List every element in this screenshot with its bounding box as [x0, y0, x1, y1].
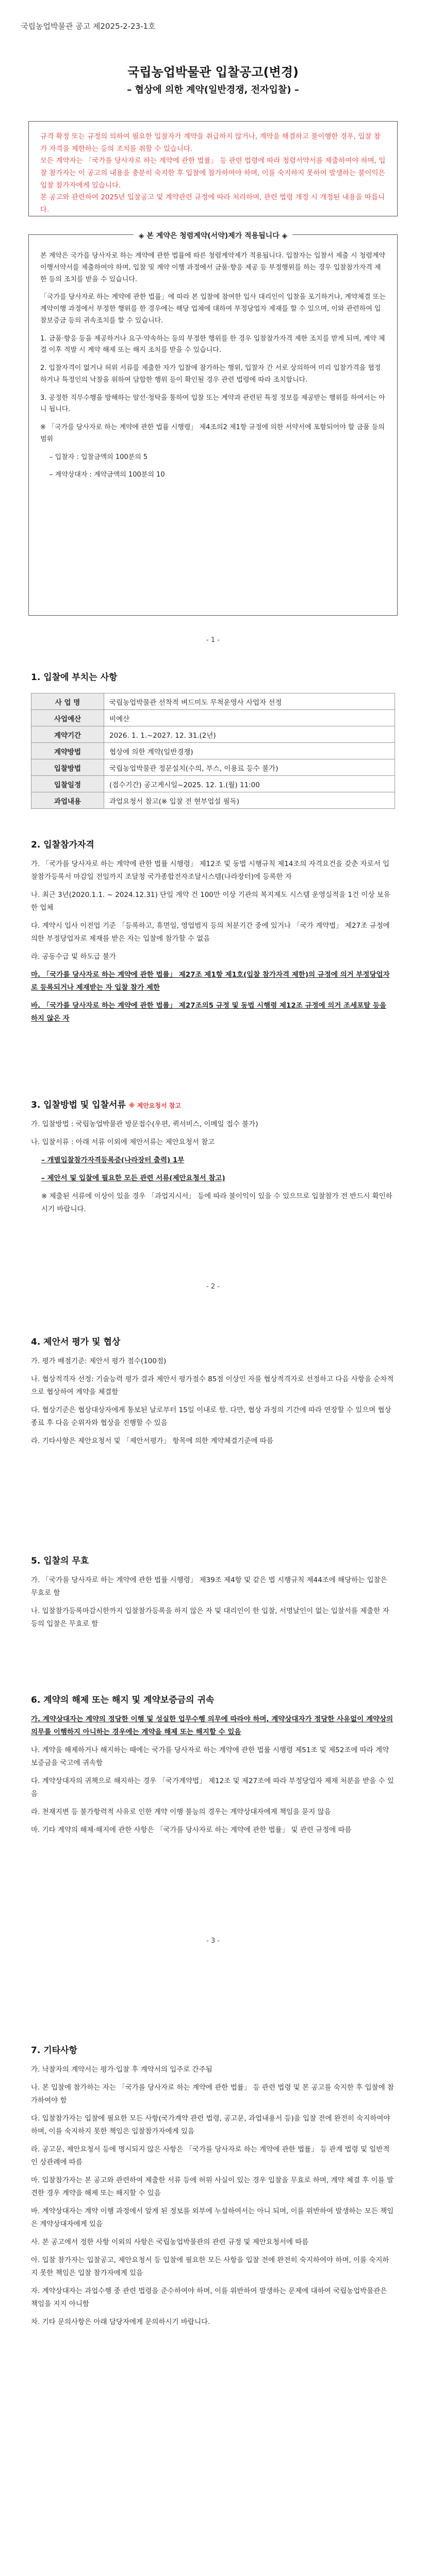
list-item: 사. 본 공고에서 정한 사항 이외의 사항은 국립농업박물관의 관련 규정 및 제안요청서에 따름 — [31, 2238, 309, 2246]
section-body — [31, 858, 395, 1030]
table-value: 2026. 1. 1.~2027. 12. 31.(2년) — [104, 726, 395, 743]
table-label: 입찰일정 — [31, 776, 104, 792]
table-label: 계약기간 — [31, 726, 104, 743]
list-item: 나. 최근 3년(2020.1.1. ~ 2024.12.31) 단일 계약 건 100만 이상 기관의 복지제도 시스템 운영실적을 1건 이상 보유한 업체 — [31, 890, 390, 912]
list-item: 마. 입찰참가자는 본 공고와 관련하여 제출한 서류 등에 허위 사실이 있는 경우 입찰을 무효로 하며, 계약 체결 후 이를 발견한 경우 계약을 해제 또는 해지할 수 있음 — [31, 2176, 394, 2197]
integrity-para: 「국가를 당사자로 하는 계약에 관한 법률」에 따라 본 입찰에 참여한 입사 대리인이 입찰을 포기하거나, 계약체결 또는 계약이행 과정에서 부정한 행위를 한 경우에는 해당 업체에 대하여 부정당업자 제재를 할 수 있으며, 이와 관련하여 입찰보증금 등의 귀속조치를 할 수 있습니다. — [40, 293, 386, 325]
integrity-para: – 입찰자 : 입찰금액의 100분의 5 — [50, 453, 148, 461]
integrity-box — [28, 234, 398, 616]
table-label: 사 업 명 — [31, 693, 104, 710]
integrity-box-title: ◈ 본 계약은 청렴계약(서약)제가 적용됩니다 ◈ — [134, 232, 293, 240]
section-heading: 7. 기타사항 — [31, 2045, 77, 2056]
red-notice-line: 모든 계약자는 「국가를 당사자로 하는 계약에 관한 법률」 등 관련 법령에 따라 청렴서약서를 제출하여야 하며, 입찰 참가자는 이 공고의 내용을 충분히 숙지한 후 입찰에 참가하여야 하며, 이를 숙지하지 못하여 발생하는 불이익은 입찰 참가자에게 있습니다. — [40, 157, 386, 190]
table-value: 국립농업박물관 정문설치(수의, 부스, 이용료 등수 불가) — [104, 759, 395, 776]
section-heading — [31, 1097, 181, 1110]
list-item: 아. 입찰 참가자는 입찰공고, 제안요청서 등 입찰에 필요한 모든 사항을 입찰 전에 완전히 숙지하여야 하며, 이를 숙지하지 못한 책임은 입찰 참가자에게 있음 — [31, 2256, 389, 2277]
list-item: 나. 본 입찰에 참가하는 자는 「국가를 당사자로 하는 계약에 관한 법률」 등 관련 법령 및 본 공고를 숙지한 후 입찰에 참가하여야 함 — [31, 2083, 394, 2105]
list-item: 라. 공고문, 제안요청서 등에 명시되지 않은 사항은 「국가를 당사자로 하는 계약에 관한 법률」 등 관계 법령 및 일반적인 상관례에 따름 — [31, 2145, 390, 2166]
integrity-para: 본 계약은 국가를 당사자로 하는 계약에 관한 법률에 따른 청렴계약제가 적용됩니다. 입찰자는 입찰서 제출 시 청렴계약 이행서약서를 제출하여야 하며, 입찰 및 계약 이행 과정에서 금품·향응 제공 등 부정행위를 하는 경우 입찰참가자격 제한 등의 조치를 받을 수 있습니다. — [40, 252, 385, 283]
list-item: 가. 계약상대자는 계약의 정당한 이행 및 성실한 업무수행 의무에 따라야 하며, 계약상대자가 정당한 사유없이 계약상의 의무를 이행하지 아니하는 경우에는 계약을 해제 또는 해지할 수 있음 — [31, 1715, 394, 1736]
section-heading: 1. 입찰에 부치는 사항 — [31, 672, 118, 683]
integrity-para: 1. 금품·향응 등을 제공하거나 요구·약속하는 등의 부정한 행위를 한 경우 입찰참가자격 제한 조치를 받게 되며, 계약 체결 이후 적발 시 계약 해제 또는 해지 조치를 받을 수 있습니다. — [40, 334, 385, 354]
section-body — [31, 1355, 395, 1453]
page-number: - 1 - — [206, 636, 220, 644]
list-item: 가. 「국가를 당사자로 하는 계약에 관한 법률 시행령」 제39조 제4항 및 같은 법 시행규칙 제44조에 해당하는 입찰은 무효로 함 — [31, 1576, 387, 1597]
page-number: - 3 - — [206, 1937, 220, 1945]
integrity-para: 2. 입찰자격이 없거나 허위 서류를 제출한 자가 입찰에 참가하는 행위, 입찰자 간 서로 상의하여 미리 입찰가격을 협정하거나 특정인의 낙찰을 위하여 담합한 행위 등이 확인될 경우 관련 법령에 따라 조치합니다. — [40, 364, 381, 384]
info-table — [31, 693, 395, 809]
list-item: 자. 계약상대자는 과업수행 중 관련 법령을 준수하여야 하며, 이를 위반하여 발생하는 문제에 대하여 국립농업박물관은 책임을 지지 아니함 — [31, 2286, 387, 2308]
list-item: 나. 협상적격자 선정: 기술능력 평가 결과 제안서 평가점수 85점 이상인 자를 협상적격자로 선정하고 다음 사항을 순차적으로 협상하여 계약을 체결함 — [31, 1375, 394, 1396]
table-row — [31, 710, 395, 726]
list-item: 나. 입찰서류 : 아래 서류 이외에 제안서류는 제안요청서 참고 — [31, 1138, 215, 1146]
list-item: 라. 공동수급 및 하도급 불가 — [31, 952, 116, 961]
list-item: 가. 「국가를 당사자로 하는 계약에 관한 법률 시행령」 제12조 및 동법 시행규칙 제14조의 자격요건을 갖춘 자로서 입찰참가등록서 마감일 전일까지 조달청 국가종합전자조달시스템(나라장터)에 등록한 자 — [31, 860, 390, 881]
table-label: 사업예산 — [31, 710, 104, 726]
table-label: 계약방법 — [31, 743, 104, 759]
table-label: 과업내용 — [31, 792, 104, 809]
red-notice-line: 본 공고와 관련하여 2025년 입찰공고 및 계약관련 규정에 따라 처리하며, 관련 법령 개정 시 개정된 내용을 따릅니다. — [40, 193, 385, 214]
table-value: 협상에 의한 계약(일반경쟁) — [104, 743, 395, 759]
section-heading: 2. 입찰참가자격 — [31, 840, 94, 850]
table-value: 비예산 — [104, 710, 395, 726]
list-item: 차. 기타 문의사항은 아래 담당자에게 문의하시기 바랍니다. — [31, 2317, 210, 2326]
list-item: – 제안서 및 입찰에 필요한 모든 관련 서류(제안요청서 참고) — [41, 1174, 225, 1182]
table-row — [31, 759, 395, 776]
list-item: 다. 계약상대자의 귀책으로 해지하는 경우 「국가계약법」 제12조 및 제27조에 따라 부정당업자 제재 처분을 받을 수 있음 — [31, 1776, 394, 1798]
table-value: (접수기간) 공고게시일~2025. 12. 1.(월) 11:00 — [104, 776, 395, 792]
list-item: – 개별입찰참가자격등록증(나라장터 출력) 1부 — [41, 1156, 185, 1164]
list-item: 마. 「국가를 당사자로 하는 계약에 관한 법률」 제27조 제1항 제1호(입찰 참가자격 제한)의 규정에 의거 부정당업자로 등록되거나 제재받는 자 입찰 참가 제한 — [31, 970, 390, 992]
section-body — [31, 1118, 395, 1221]
table-row — [31, 726, 395, 743]
table-row — [31, 743, 395, 759]
list-item: 라. 천재지변 등 불가항력적 사유로 인한 계약 이행 불능의 경우는 계약상대자에게 책임을 묻지 않음 — [31, 1807, 331, 1816]
document-title: 국립농업박물관 입찰공고(변경) — [127, 65, 299, 79]
table-value: 국립농업박물관 선착적 벼드미도 무척운영사 사업자 선정 — [104, 693, 395, 710]
list-item: 마. 기타 계약의 해제·해지에 관한 사항은 「국가를 당사자로 하는 계약에 관한 법률」 및 관련 규정에 따름 — [31, 1825, 352, 1834]
section-body — [31, 1574, 395, 1636]
table-row — [31, 776, 395, 792]
list-item: 다. 입찰참가자는 입찰에 필요한 모든 사항(국가계약 관련 법령, 공고문, 과업내용서 등)을 입찰 전에 완전히 숙지하여야 하며, 이를 숙지하지 못한 책임은 입찰참가자에게 있음 — [31, 2114, 390, 2136]
red-notice-box — [28, 121, 398, 216]
table-value: 과업요청서 참고(※ 입찰 전 현부업설 필독) — [104, 792, 395, 809]
list-item: ※ 제출된 서류에 이상이 있을 경우 「과업지시서」 등에 따라 불이익이 있을 수 있으므로 입찰참가 전 반드시 확인하시기 바랍니다. — [41, 1192, 392, 1213]
table-row — [31, 792, 395, 809]
section-body — [31, 2063, 395, 2333]
integrity-para: 3. 공정한 직무수행을 방해하는 알선·청탁을 통하여 입찰 또는 계약과 관련된 특정 정보를 제공받는 행위를 하여서는 아니 됩니다. — [40, 394, 385, 414]
list-item: 바. 「국가를 당사자로 하는 계약에 관한 법률」 제27조의5 규정 및 동법 시행령 제12조 규정에 의거 조세포탈 등을 하지 않은 자 — [31, 1001, 386, 1023]
list-item: 나. 입찰참가등록마감시한까지 입찰참가등록을 하지 않은 자 및 대리인이 한 입찰, 서명날인이 없는 입찰서를 제출한 자 등의 입찰은 무효로 함 — [31, 1606, 389, 1628]
list-item: 바. 계약상대자는 계약 이행 과정에서 알게 된 정보를 외부에 누설하여서는 아니 되며, 이를 위반하여 발생하는 모든 책임은 계약상대자에게 있음 — [31, 2207, 394, 2228]
table-row — [31, 693, 395, 710]
section-heading: 5. 입찰의 무효 — [31, 1556, 89, 1566]
list-item: 다. 협상기준은 협상대상자에게 통보된 날로부터 15일 이내로 함. 다만, 협상 과정의 기간에 따라 연장할 수 있으며 협상 종료 후 다음 순위자와 협상을 진행할 수 있음 — [31, 1405, 391, 1427]
document-subtitle: – 협상에 의한 계약(일반경쟁, 전자입찰) – — [127, 84, 299, 95]
page-number: - 2 - — [206, 1283, 220, 1291]
list-item: 가. 낙찰자의 계약서는 평가·입찰 후 계약서의 입주로 간주됨 — [31, 2065, 212, 2074]
list-item: 가. 입찰방법 : 국립농업박물관 방문접수(우편, 퀵서비스, 이메일 접수 불가) — [31, 1120, 258, 1128]
section-title: 3. 입찰방법 및 입찰서류 — [31, 1100, 126, 1110]
list-item: 라. 기타사항은 제안요청서 및 「제안서평가」 항목에 의한 계약체결기준에 따름 — [31, 1436, 273, 1445]
section-heading: 6. 계약의 해제 또는 해지 및 계약보증금의 귀속 — [31, 1695, 215, 1705]
list-item: 나. 계약을 해제하거나 해지하는 때에는 국가를 당사자로 하는 계약에 관한 법률 시행령 제51조 및 제52조에 따라 계약보증금을 국고에 귀속함 — [31, 1745, 389, 1767]
notice-number: 국립농업박물관 공고 제2025-2-23-1호 — [21, 22, 156, 31]
section-note: ※ 제안요청서 참고 — [128, 1102, 181, 1109]
section-body — [31, 1713, 395, 1842]
integrity-para: ※ 「국가를 당사자로 하는 계약에 관한 법률 시행령」 제4조의2 제1항 규정에 의한 서약서에 포함되어야 할 금품 등의 범위 — [40, 423, 385, 443]
table-label: 입찰방법 — [31, 759, 104, 776]
section-heading: 4. 제안서 평가 및 협상 — [31, 1337, 121, 1347]
list-item: 가. 평가 배점기준: 제안서 평가 점수(100점) — [31, 1357, 167, 1365]
list-item: 다. 계약시 입사 이전업 기준 「등록하고, 휴면일, 영업범지 등의 처분기간 중에 있거나 「국가 계약법」 제27조 규정에 의한 부정당업자로 제재를 받은 자는 입찰에 참가할 수 없음 — [31, 921, 390, 943]
integrity-para: – 계약상대자 : 계약금액의 100분의 10 — [50, 471, 165, 479]
red-notice-line: 규격 확정 또는 규정의 의하여 필요한 입찰자가 계약을 취급하지 않거나, 계약을 해결하고 불이행한 경우, 입찰 참가 자격을 제한하는 등의 조치를 취할 수 있습니다. — [40, 132, 381, 153]
